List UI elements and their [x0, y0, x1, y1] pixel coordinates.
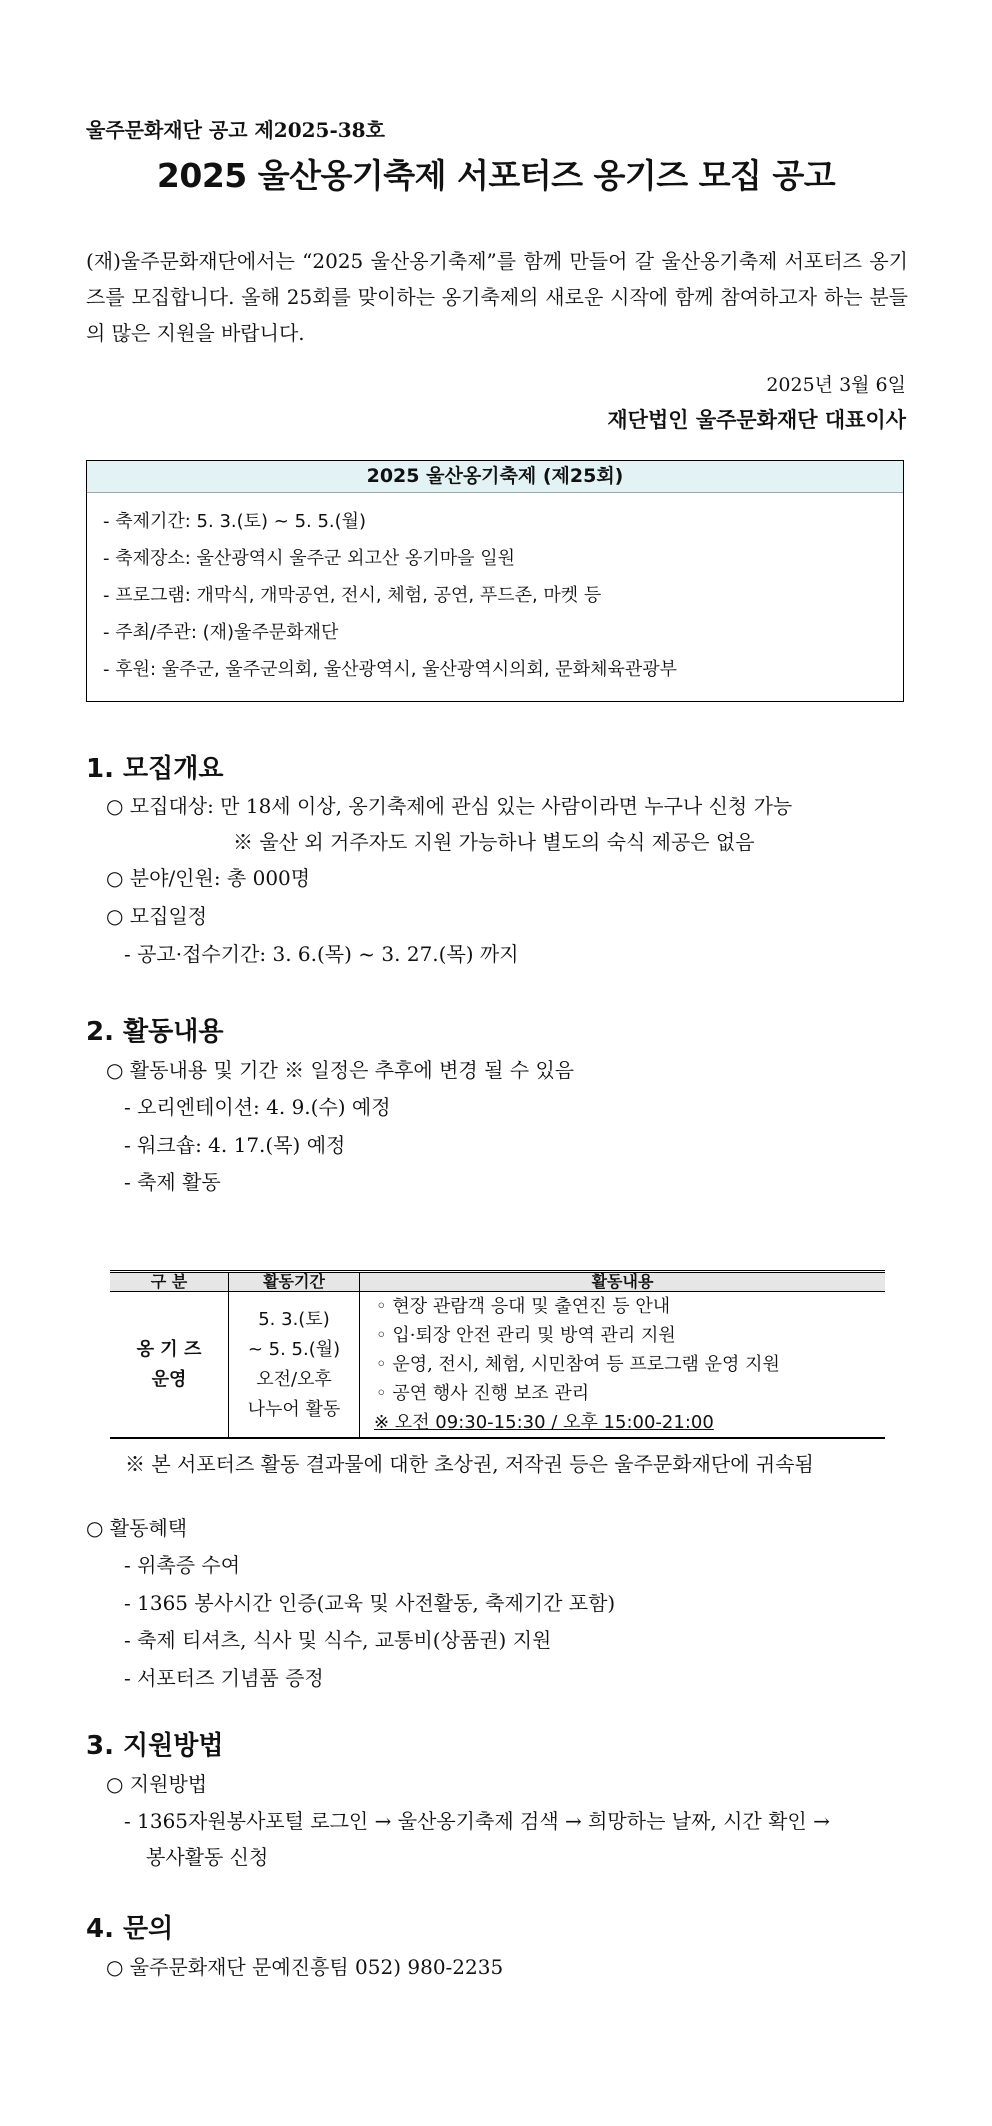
inquiry-contact: ○ 울주문화재단 문예진흥팀 052) 980-2235: [106, 1955, 504, 1979]
recruit-target-note: ※ 울산 외 거주자도 지원 가능하나 별도의 숙식 제공은 없음: [233, 830, 755, 854]
notice-number: 울주문화재단 공고 제2025-38호: [86, 118, 385, 142]
period-line: ~ 5. 5.(월): [247, 1338, 341, 1360]
info-item-program: - 프로그램: 개막식, 개막공연, 전시, 체험, 공연, 푸드존, 마켓 등: [103, 585, 602, 606]
period-line: 5. 3.(토): [258, 1308, 330, 1330]
section-heading-inquiry: 4. 문의: [86, 1914, 174, 1944]
category-line: 옹 기 즈: [136, 1338, 202, 1360]
activity-line: ◦ 운영, 전시, 체험, 시민참여 등 프로그램 운영 지원: [376, 1354, 780, 1375]
activity-table: [110, 1270, 885, 1439]
table-header-content: 활동내용: [360, 1272, 886, 1292]
table-cell-category: [110, 1292, 229, 1439]
application-method: ○ 지원방법: [106, 1772, 208, 1796]
info-item-host: - 주최/주관: (재)울주문화재단: [103, 622, 339, 643]
issuing-organization: 재단법인 울주문화재단 대표이사: [607, 407, 906, 432]
period-line: 나누어 활동: [247, 1398, 341, 1420]
benefit-item: - 축제 티셔츠, 식사 및 식수, 교통비(상품권) 지원: [124, 1628, 552, 1652]
activity-time-note: ※ 오전 09:30-15:30 / 오후 15:00-21:00: [374, 1412, 714, 1433]
activity-festival: - 축제 활동: [124, 1170, 221, 1194]
recruit-schedule: ○ 모집일정: [106, 904, 208, 928]
festival-info-box: [86, 460, 904, 702]
intro-paragraph: (재)울주문화재단에서는 “2025 울산옹기축제”를 함께 만들어 갈 울산옹기축제 서포터즈 옹기즈를 모집합니다. 올해 25회를 맞이하는 옹기축제의 새로운 시작에 함께 참여하고자 하는 분들의 많은 지원을 바랍니다.: [86, 249, 908, 345]
table-header-category: 구 분: [110, 1272, 229, 1292]
info-item-venue: - 축제장소: 울산광역시 울주군 외고산 옹기마을 일원: [103, 548, 516, 569]
section-heading-application: 3. 지원방법: [86, 1731, 224, 1761]
benefits-heading: ○ 활동혜택: [86, 1516, 188, 1540]
info-item-sponsor: - 후원: 울주군, 울주군의회, 울산광역시, 울산광역시의회, 문화체육관광부: [103, 659, 678, 680]
recruit-schedule-detail: - 공고·접수기간: 3. 6.(목) ~ 3. 27.(목) 까지: [124, 942, 519, 966]
activities-intro: ○ 활동내용 및 기간 ※ 일정은 추후에 변경 될 수 있음: [106, 1058, 575, 1082]
application-detail-cont: 봉사활동 신청: [146, 1845, 269, 1869]
activity-workshop: - 워크숍: 4. 17.(목) 예정: [124, 1133, 346, 1157]
table-cell-content: [360, 1292, 886, 1439]
recruit-field: ○ 분야/인원: 총 000명: [106, 866, 311, 890]
period-line: 오전/오후: [256, 1368, 332, 1390]
benefit-item: - 위촉증 수여: [124, 1553, 241, 1577]
info-item-period: - 축제기간: 5. 3.(토) ~ 5. 5.(월): [103, 511, 367, 532]
activity-line: ◦ 현장 관람객 응대 및 출연진 등 안내: [376, 1296, 671, 1317]
section-heading-overview: 1. 모집개요: [86, 754, 224, 784]
copyright-note: ※ 본 서포터즈 활동 결과물에 대한 초상권, 저작권 등은 울주문화재단에 귀속됨: [125, 1452, 814, 1476]
table-header-period: 활동기간: [229, 1272, 360, 1292]
table-row: [110, 1292, 885, 1439]
table-cell-period: [229, 1292, 360, 1439]
category-line: 운영: [151, 1368, 187, 1390]
application-detail: - 1365자원봉사포털 로그인 → 울산옹기축제 검색 → 희망하는 날짜, 시간 확인 →: [124, 1809, 830, 1833]
page-title: 2025 울산옹기축제 서포터즈 옹기즈 모집 공고: [156, 156, 836, 195]
recruit-target: ○ 모집대상: 만 18세 이상, 옹기축제에 관심 있는 사람이라면 누구나 신청 가능: [106, 794, 793, 818]
section-heading-activities: 2. 활동내용: [86, 1017, 224, 1047]
notice-date: 2025년 3월 6일: [766, 374, 906, 396]
benefit-item: - 서포터즈 기념품 증정: [124, 1666, 324, 1690]
info-box-title: 2025 울산옹기축제 (제25회): [87, 461, 903, 493]
activity-line: ◦ 공연 행사 진행 보조 관리: [376, 1383, 590, 1404]
activity-line: ◦ 입·퇴장 안전 관리 및 방역 관리 지원: [376, 1325, 676, 1346]
benefit-item: - 1365 봉사시간 인증(교육 및 사전활동, 축제기간 포함): [124, 1591, 616, 1615]
activity-orientation: - 오리엔테이션: 4. 9.(수) 예정: [124, 1095, 391, 1119]
